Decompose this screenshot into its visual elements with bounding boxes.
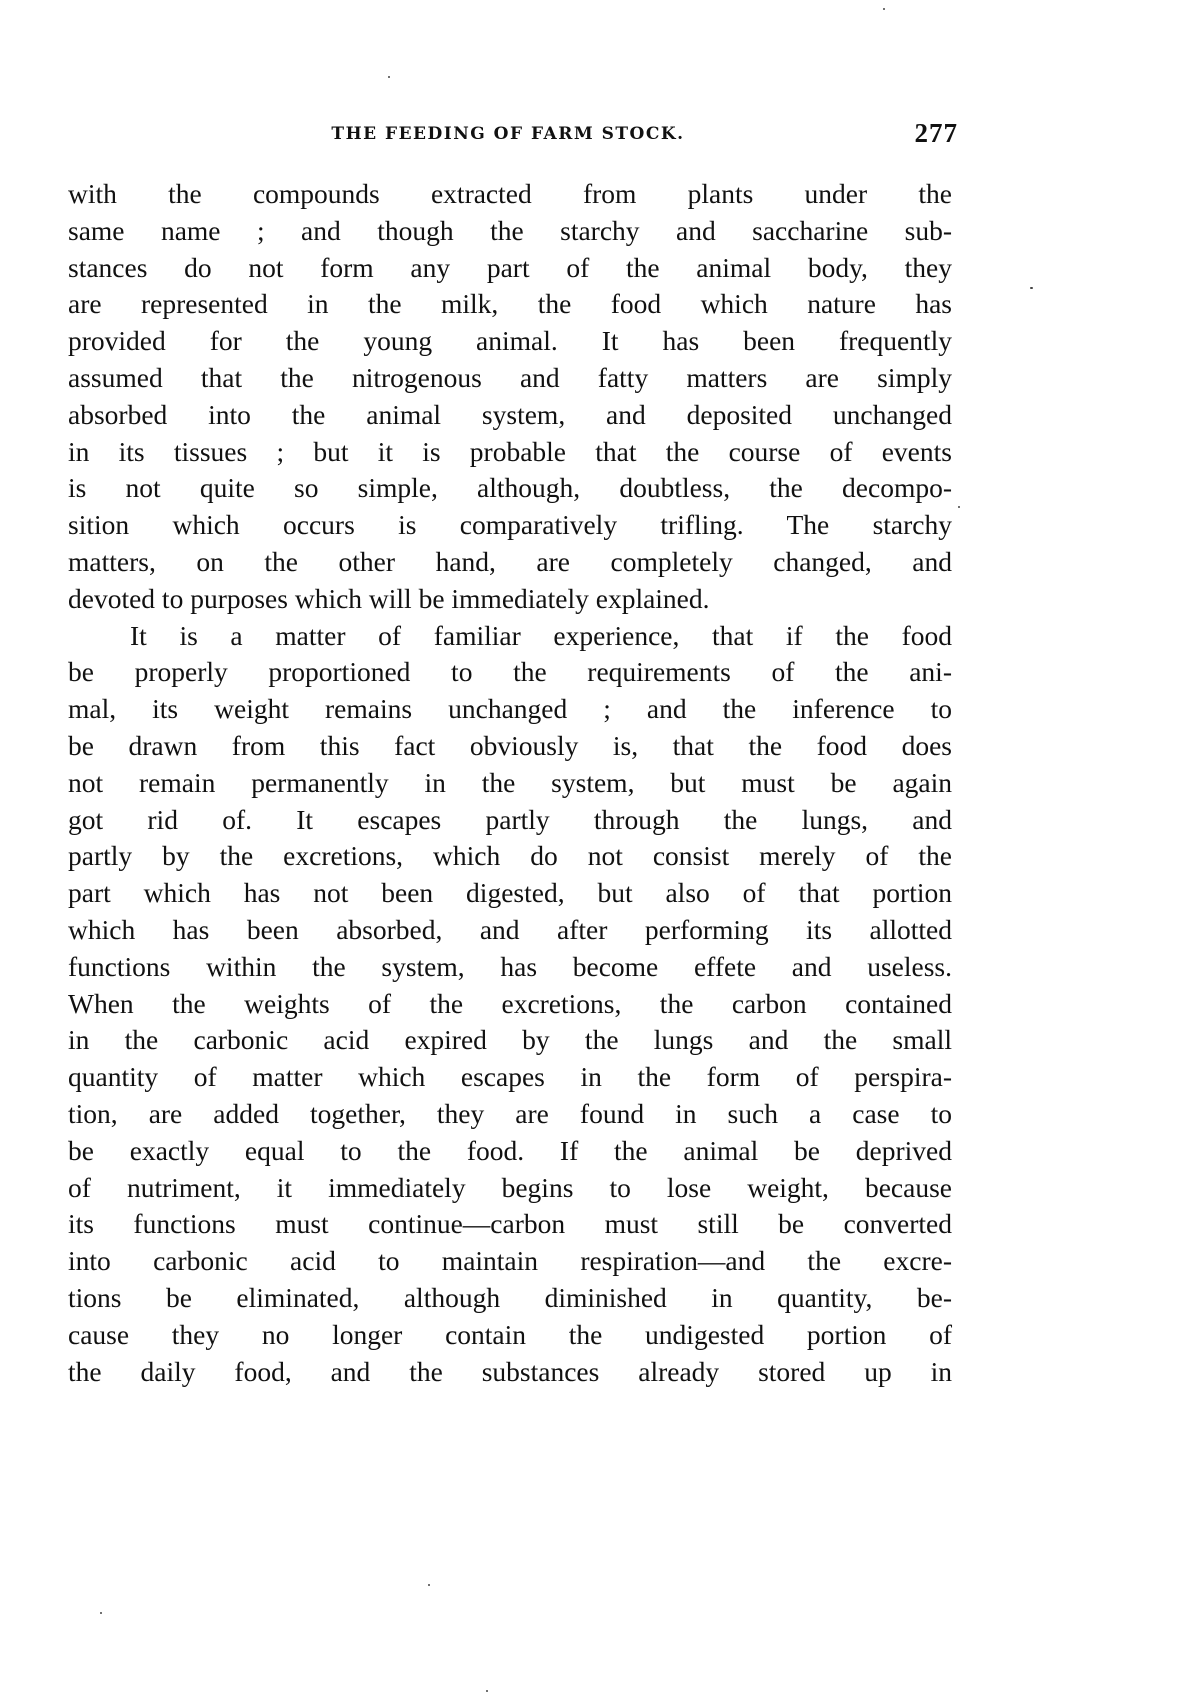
paragraph-end-line: devoted to purposes which will be immediately explained. <box>68 582 710 614</box>
text-line: got rid of. It escapes partly through the lungs, and <box>68 803 952 835</box>
text-line: with the compounds extracted from plants under the <box>68 178 952 209</box>
running-head <box>68 118 958 148</box>
text-line: When the weights of the excretions, the carbon contained <box>68 987 952 1019</box>
text-line: its functions must continue—carbon must still be converted <box>68 1208 952 1240</box>
text-line: functions within the system, has become effete and useless. <box>68 950 952 982</box>
scan-speck <box>428 1584 430 1586</box>
text-line: are represented in the milk, the food which nature has <box>68 288 952 320</box>
text-line: tions be eliminated, although diminished in quantity, be- <box>68 1281 952 1313</box>
page-number: 277 <box>914 118 958 148</box>
scan-speck <box>883 8 885 10</box>
running-title: THE FEEDING OF FARM STOCK. <box>331 124 685 144</box>
text-line: into carbonic acid to maintain respiration—and the excre- <box>68 1245 952 1277</box>
text-line: the daily food, and the substances already stored up in <box>68 1355 952 1387</box>
text-line: in the carbonic acid expired by the lungs and the small <box>68 1024 952 1056</box>
text-line: is not quite so simple, although, doubtless, the decompo- <box>68 472 952 504</box>
text-line: not remain permanently in the system, but must be again <box>68 766 952 798</box>
text-line: stances do not form any part of the animal body, they <box>68 251 952 283</box>
text-line: quantity of matter which escapes in the form of perspira- <box>68 1061 952 1093</box>
paragraph-start-line: It is a matter of familiar experience, that if the food <box>130 619 952 651</box>
text-line: in its tissues ; but it is probable that the course of events <box>68 435 952 467</box>
text-line: part which has not been digested, but also of that portion <box>68 877 952 909</box>
text-line: same name ; and though the starchy and saccharine sub- <box>68 214 952 246</box>
scan-speck <box>958 506 960 508</box>
text-line: sition which occurs is comparatively trifling. The starchy <box>68 509 952 541</box>
text-line: be exactly equal to the food. If the animal be deprived <box>68 1134 952 1166</box>
text-line: partly by the excretions, which do not consist merely of the <box>68 840 952 872</box>
text-line: be drawn from this fact obviously is, that the food does <box>68 729 952 761</box>
text-line: of nutriment, it immediately begins to lose weight, because <box>68 1171 952 1203</box>
scan-speck <box>486 1690 488 1692</box>
body-text <box>68 176 952 1390</box>
scan-speck <box>100 1612 102 1614</box>
text-line: assumed that the nitrogenous and fatty matters are simply <box>68 361 952 393</box>
scan-speck <box>1030 287 1033 289</box>
text-line: matters, on the other hand, are completely changed, and <box>68 545 952 577</box>
text-line: cause they no longer contain the undigested portion of <box>68 1318 952 1350</box>
scan-speck <box>388 76 390 78</box>
text-line: absorbed into the animal system, and deposited unchanged <box>68 398 952 430</box>
text-line: tion, are added together, they are found in such a case to <box>68 1097 952 1129</box>
text-line: be properly proportioned to the requirements of the ani- <box>68 656 952 688</box>
text-line: which has been absorbed, and after performing its allotted <box>68 913 952 945</box>
text-line: provided for the young animal. It has been frequently <box>68 325 952 357</box>
text-line: mal, its weight remains unchanged ; and the inference to <box>68 693 952 725</box>
